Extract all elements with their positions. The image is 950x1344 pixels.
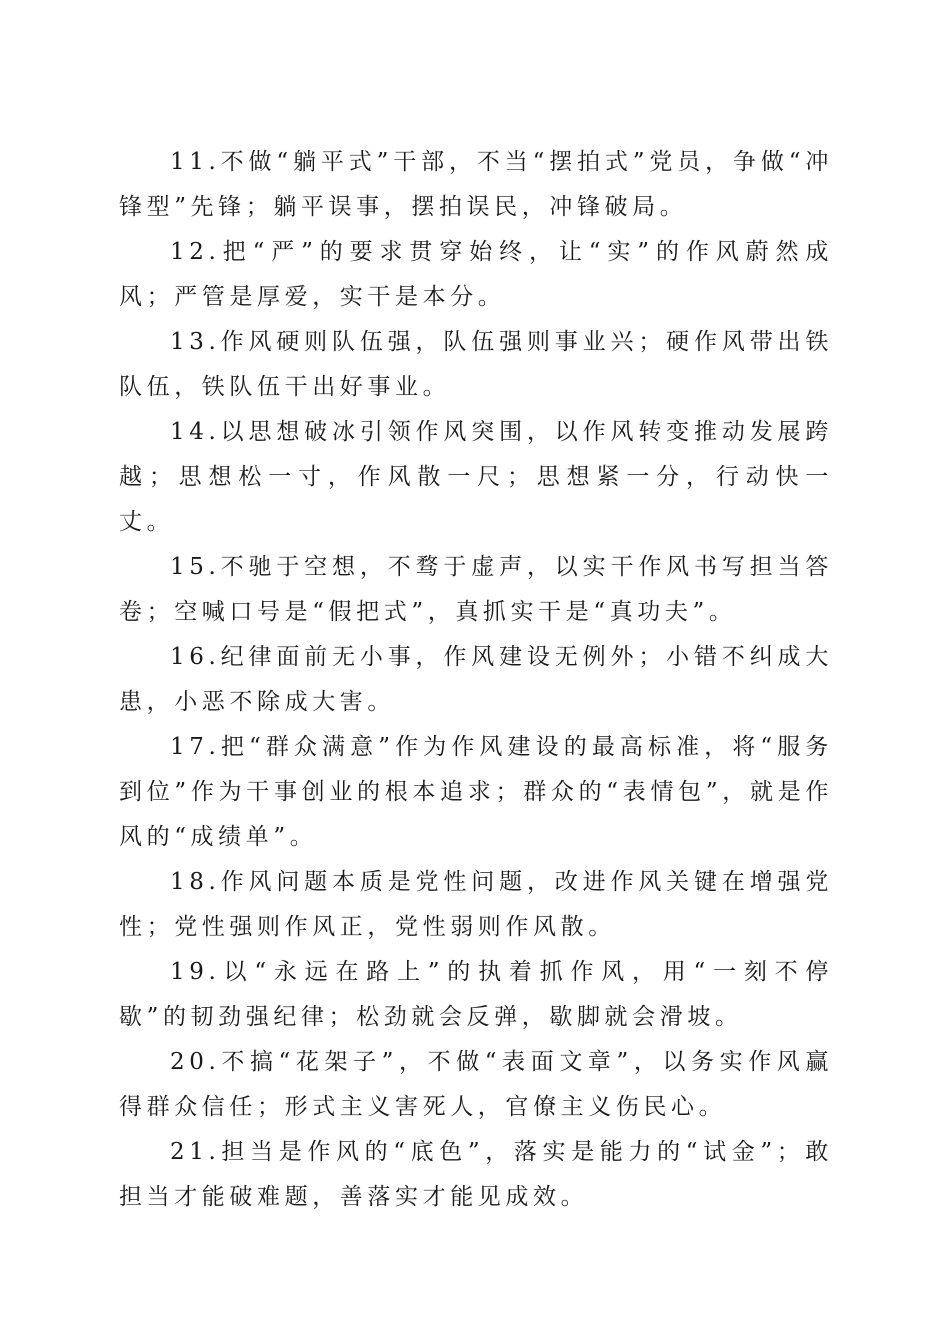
item-text: 作风硬则队伍强，队伍强则事业兴；硬作风带出铁队伍，铁队伍干出好事业。 <box>119 329 833 400</box>
paragraph-15 <box>119 545 833 635</box>
item-number: 19. <box>170 959 221 985</box>
item-number: 12. <box>170 239 221 265</box>
paragraph-13 <box>119 320 833 410</box>
paragraph-17 <box>119 725 833 860</box>
item-number: 13. <box>170 329 221 355</box>
item-text: 以“永远在路上”的执着抓作风，用“一刻不停歇”的韧劲强纪律；松劲就会反弹，歇脚就会滑坡。 <box>119 959 833 1030</box>
paragraph-19 <box>119 950 833 1040</box>
item-number: 21. <box>170 1139 221 1165</box>
item-text: 以思想破冰引领作风突围，以作风转变推动发展跨越；思想松一寸，作风散一尺；思想紧一分，行动快一丈。 <box>119 419 833 535</box>
paragraph-16 <box>119 635 833 725</box>
paragraph-11 <box>119 140 833 230</box>
paragraph-14 <box>119 410 833 545</box>
item-number: 15. <box>170 554 221 580</box>
item-number: 20. <box>170 1049 221 1075</box>
paragraph-20 <box>119 1040 833 1130</box>
item-text: 纪律面前无小事，作风建设无例外；小错不纠成大患，小恶不除成大害。 <box>119 644 833 715</box>
item-number: 18. <box>170 869 221 895</box>
item-text: 把“严”的要求贯穿始终，让“实”的作风蔚然成风；严管是厚爱，实干是本分。 <box>119 239 833 310</box>
item-text: 作风问题本质是党性问题，改进作风关键在增强党性；党性强则作风正，党性弱则作风散。 <box>119 869 833 940</box>
item-text: 担当是作风的“底色”，落实是能力的“试金”；敢担当才能破难题，善落实才能见成效。 <box>119 1139 833 1210</box>
item-number: 17. <box>170 734 221 760</box>
item-text: 不搞“花架子”，不做“表面文章”，以务实作风赢得群众信任；形式主义害死人，官僚主义伤民心。 <box>119 1049 833 1120</box>
item-text: 不做“躺平式”干部，不当“摆拍式”党员，争做“冲锋型”先锋；躺平误事，摆拍误民，冲锋破局。 <box>119 149 833 220</box>
paragraph-12 <box>119 230 833 320</box>
item-text: 把“群众满意”作为作风建设的最高标准，将“服务到位”作为干事创业的根本追求；群众的“表情包”，就是作风的“成绩单”。 <box>119 734 833 850</box>
document-body <box>119 140 833 1220</box>
item-number: 16. <box>170 644 221 670</box>
paragraph-18 <box>119 860 833 950</box>
item-text: 不驰于空想，不骛于虚声，以实干作风书写担当答卷；空喊口号是“假把式”，真抓实干是“真功夫”。 <box>119 554 833 625</box>
item-number: 14. <box>170 419 221 445</box>
paragraph-21 <box>119 1130 833 1220</box>
item-number: 11. <box>170 149 221 175</box>
